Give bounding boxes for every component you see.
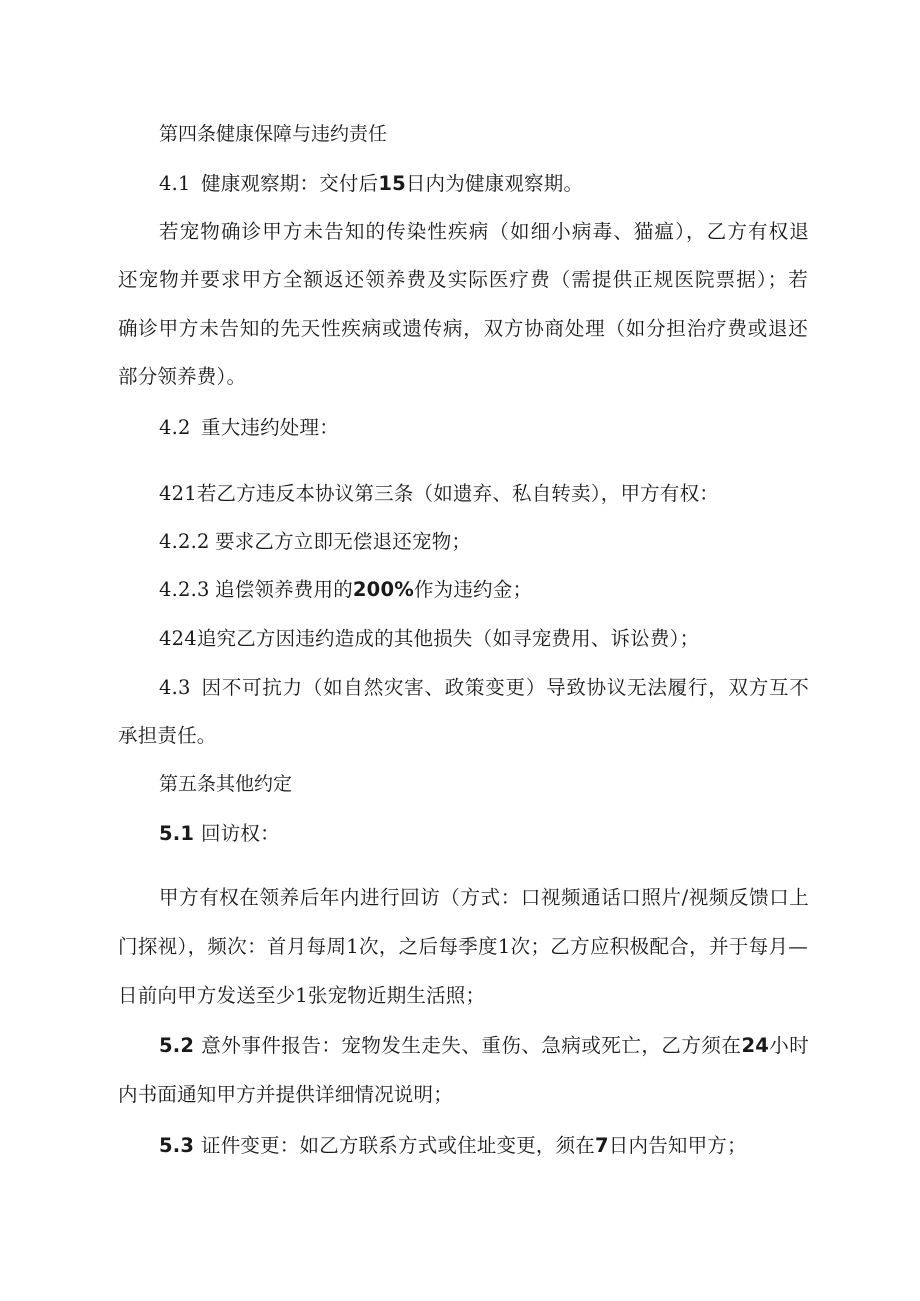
clause-5-3-number: 5.3 [159, 1134, 195, 1157]
clause-4-2-3 [159, 578, 809, 602]
paragraph-text: 承担责任。 [118, 724, 217, 747]
clause-4-2-2 [159, 530, 809, 554]
paragraph-line [118, 317, 808, 341]
paragraph-text: 部分领养费）。 [118, 365, 247, 388]
paragraph-text: 甲方有权在领养后年内进行回访（方式：口视频通话口照片/视频反馈口上 [159, 886, 809, 909]
paragraph-text: 若宠物确诊甲方未告知的传染性疾病（如细小病毒、猫瘟），乙方有权退 [159, 220, 809, 243]
article-4-heading [159, 122, 809, 146]
article-5-heading [159, 772, 809, 796]
paragraph-text: 门探视），频次：首月每周1次，之后每季度1次；乙方应积极配合，并于每月— [118, 935, 808, 958]
clause-5-3-text-end: 日内告知甲方； [608, 1134, 747, 1157]
clause-4-3-text: 因不可抗力（如自然灾害、政策变更）导致协议无法履行，双方互不 [201, 676, 809, 699]
clause-4-2-3-number: 4.2.3 [159, 578, 210, 601]
clause-5-2-text: 意外事件报告：宠物发生走失、重伤、急病或死亡，乙方须在 [201, 1034, 742, 1057]
clause-4-2-1-text: 421若乙方违反本协议第三条（如遗弃、私自转卖），甲方有权： [159, 482, 719, 505]
paragraph-text: 还宠物并要求甲方全额返还领养费及实际医疗费（需提供正规医院票据）；若 [118, 268, 808, 291]
clause-5-1-number: 5.1 [159, 822, 195, 845]
paragraph-line [118, 984, 808, 1008]
clause-4-2-2-text: 要求乙方立即无偿退还宠物； [215, 530, 472, 553]
paragraph-text: 内书面通知甲方并提供详细情况说明； [118, 1083, 453, 1106]
clause-4-1-label: 健康观察期：交付后 [201, 172, 379, 195]
clause-5-2-text-end: 小时 [768, 1034, 809, 1057]
clause-5-1 [159, 822, 809, 846]
paragraph-line [159, 886, 809, 910]
clause-5-2-hours: 24 [741, 1034, 769, 1057]
paragraph-line [118, 935, 808, 959]
clause-4-3 [159, 676, 809, 700]
clause-5-2-number: 5.2 [159, 1034, 195, 1057]
clause-4-1-days: 15 [378, 172, 406, 195]
paragraph-line [118, 268, 808, 292]
paragraph-text: 确诊甲方未告知的先天性疾病或遗传病，双方协商处理（如分担治疗费或退还 [118, 317, 808, 340]
clause-4-2-4 [159, 627, 809, 651]
clause-4-2-text: 重大违约处理： [201, 416, 339, 439]
clause-5-3 [159, 1134, 809, 1158]
paragraph-line [118, 365, 808, 389]
paragraph-line [118, 724, 808, 748]
clause-4-2-3-percent: 200% [352, 578, 414, 601]
paragraph-text: 日前向甲方发送至少1张宠物近期生活照； [118, 984, 486, 1007]
clause-4-2-2-number: 4.2.2 [159, 530, 210, 553]
paragraph-line [118, 1083, 808, 1107]
clause-4-3-number: 4.3 [159, 676, 191, 699]
clause-4-2 [159, 416, 809, 440]
clause-4-1-number: 4.1 [159, 172, 191, 195]
paragraph-line [159, 220, 809, 244]
clause-5-1-text: 回访权： [201, 822, 280, 845]
clause-4-2-3-text-end: 作为违约金； [413, 578, 533, 601]
clause-5-2 [159, 1034, 809, 1058]
article-4-title: 第四条健康保障与违约责任 [159, 123, 388, 145]
clause-4-2-3-text: 追偿领养费用的 [215, 578, 353, 601]
article-5-title: 第五条其他约定 [159, 773, 293, 795]
clause-4-2-number: 4.2 [159, 416, 191, 439]
clause-5-3-days: 7 [595, 1134, 609, 1157]
clause-4-2-4-text: 424追究乙方因违约造成的其他损失（如寻宠费用、诉讼费）； [159, 627, 700, 650]
clause-4-1 [159, 172, 809, 196]
clause-4-1-rest: 日内为健康观察期。 [405, 172, 584, 195]
clause-5-3-text: 证件变更：如乙方联系方式或住址变更，须在 [201, 1134, 596, 1157]
clause-4-2-1 [159, 482, 809, 506]
